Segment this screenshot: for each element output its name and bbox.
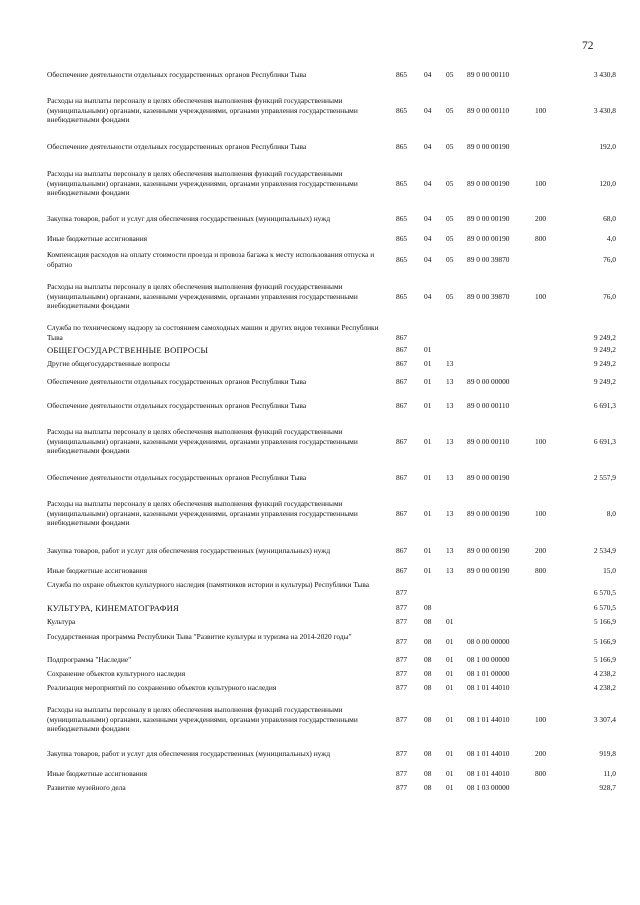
- row-subsection-code: 05: [446, 142, 454, 151]
- row-amount: 4 238,2: [593, 669, 616, 678]
- row-name: Расходы на выплаты персоналу в целях обеспечения выполнения функций государственными (муниципальными) органами, казенными учреждениями, органами управления государственными внебюджетными фондами: [47, 427, 358, 456]
- row-grbs-code: 865: [396, 70, 408, 79]
- row-section-code: 01: [424, 546, 432, 555]
- row-section-code: 01: [424, 345, 432, 354]
- row-subsection-code: 01: [446, 715, 454, 724]
- row-section-code: 08: [424, 715, 432, 724]
- row-target-article: 89 0 00 00190: [467, 546, 510, 555]
- row-section-code: 04: [424, 214, 432, 223]
- row-amount: 120,0: [599, 179, 616, 188]
- row-subsection-code: 01: [446, 655, 454, 664]
- row-section-code: 08: [424, 669, 432, 678]
- row-subsection-code: 13: [446, 509, 454, 518]
- row-subsection-code: 13: [446, 473, 454, 482]
- row-section-code: 08: [424, 655, 432, 664]
- row-target-article: 89 0 00 00190: [467, 473, 510, 482]
- row-grbs-code: 865: [396, 214, 408, 223]
- row-subsection-code: 01: [446, 683, 454, 692]
- row-section-code: 01: [424, 566, 432, 575]
- row-name: Иные бюджетные ассигнования: [47, 769, 148, 778]
- row-name: ОБЩЕГОСУДАРСТВЕННЫЕ ВОПРОСЫ: [47, 345, 209, 355]
- row-target-article: 08 1 01 44010: [467, 769, 510, 778]
- row-section-code: 04: [424, 292, 432, 301]
- row-name: КУЛЬТУРА, КИНЕМАТОГРАФИЯ: [47, 603, 179, 613]
- row-grbs-code: 877: [396, 715, 408, 724]
- row-expense-type: 200: [535, 214, 547, 223]
- row-name: Реализация мероприятий по сохранению объектов культурного наследия: [47, 683, 277, 692]
- row-name: Подпрограмма "Наследие": [47, 655, 132, 664]
- row-grbs-code: 865: [396, 106, 408, 115]
- row-grbs-code: 865: [396, 179, 408, 188]
- row-section-code: 04: [424, 255, 432, 264]
- row-name: Расходы на выплаты персоналу в целях обеспечения выполнения функций государственными (муниципальными) органами, казенными учреждениями, органами управления государственными внебюджетными фондами: [47, 282, 358, 311]
- row-amount: 76,0: [603, 292, 616, 301]
- row-name: Компенсация расходов на оплату стоимости проезда и провоза багажа к месту использования отпуска и обратно: [47, 250, 375, 269]
- row-grbs-code: 877: [396, 588, 408, 597]
- row-section-code: 04: [424, 179, 432, 188]
- row-target-article: 89 0 00 39870: [467, 255, 510, 264]
- row-grbs-code: 867: [396, 401, 408, 410]
- row-amount: 6 691,3: [593, 401, 616, 410]
- row-target-article: 08 1 01 44010: [467, 749, 510, 758]
- row-amount: 4 238,2: [593, 683, 616, 692]
- row-name: Культура: [47, 617, 76, 626]
- row-name: Обеспечение деятельности отдельных государственных органов Республики Тыва: [47, 70, 307, 79]
- row-section-code: 01: [424, 359, 432, 368]
- row-amount: 2 534,9: [593, 546, 616, 555]
- row-grbs-code: 865: [396, 292, 408, 301]
- row-grbs-code: 867: [396, 377, 408, 386]
- row-section-code: 01: [424, 509, 432, 518]
- row-section-code: 08: [424, 769, 432, 778]
- row-name: Сохранение объектов культурного наследия: [47, 669, 186, 678]
- row-amount: 919,8: [599, 749, 616, 758]
- row-subsection-code: 05: [446, 179, 454, 188]
- row-grbs-code: 865: [396, 255, 408, 264]
- row-subsection-code: 05: [446, 214, 454, 223]
- row-amount: 9 249,2: [593, 345, 616, 354]
- row-subsection-code: 13: [446, 359, 454, 368]
- row-grbs-code: 867: [396, 546, 408, 555]
- row-amount: 6 691,3: [593, 437, 616, 446]
- row-amount: 8,0: [606, 509, 616, 518]
- row-expense-type: 800: [535, 769, 547, 778]
- row-target-article: 08 1 01 44010: [467, 715, 510, 724]
- row-grbs-code: 877: [396, 669, 408, 678]
- row-section-code: 08: [424, 603, 432, 612]
- row-name: Другие общегосударственные вопросы: [47, 359, 170, 368]
- row-subsection-code: 13: [446, 437, 454, 446]
- row-section-code: 04: [424, 234, 432, 243]
- row-subsection-code: 05: [446, 70, 454, 79]
- row-expense-type: 100: [535, 179, 547, 188]
- row-subsection-code: 05: [446, 106, 454, 115]
- row-amount: 192,0: [599, 142, 616, 151]
- row-grbs-code: 877: [396, 749, 408, 758]
- row-name: Расходы на выплаты персоналу в целях обеспечения выполнения функций государственными (муниципальными) органами, казенными учреждениями, органами управления государственными внебюджетными фондами: [47, 96, 358, 125]
- row-amount: 5 166,9: [593, 655, 616, 664]
- row-section-code: 08: [424, 637, 432, 646]
- row-amount: 3 307,4: [593, 715, 616, 724]
- row-grbs-code: 877: [396, 603, 408, 612]
- row-name: Обеспечение деятельности отдельных государственных органов Республики Тыва: [47, 377, 307, 386]
- row-subsection-code: 01: [446, 637, 454, 646]
- row-name: Иные бюджетные ассигнования: [47, 234, 148, 243]
- row-amount: 9 249,2: [593, 359, 616, 368]
- row-amount: 3 430,8: [593, 70, 616, 79]
- row-subsection-code: 01: [446, 783, 454, 792]
- row-subsection-code: 13: [446, 401, 454, 410]
- row-section-code: 04: [424, 70, 432, 79]
- row-name: Расходы на выплаты персоналу в целях обеспечения выполнения функций государственными (муниципальными) органами, казенными учреждениями, органами управления государственными внебюджетными фондами: [47, 169, 358, 198]
- row-subsection-code: 13: [446, 377, 454, 386]
- row-grbs-code: 877: [396, 655, 408, 664]
- row-subsection-code: 01: [446, 669, 454, 678]
- row-section-code: 01: [424, 377, 432, 386]
- row-target-article: 89 0 00 00190: [467, 509, 510, 518]
- row-section-code: 08: [424, 749, 432, 758]
- row-name: Развитие музейного дела: [47, 783, 126, 792]
- row-section-code: 01: [424, 401, 432, 410]
- row-name: Служба по техническому надзору за состоянием самоходных машин и других видов техники Республики Тыва: [47, 323, 379, 342]
- row-target-article: 89 0 00 00190: [467, 234, 510, 243]
- row-amount: 11,0: [603, 769, 616, 778]
- row-name: Закупка товаров, работ и услуг для обеспечения государственных (муниципальных) нужд: [47, 546, 331, 555]
- row-grbs-code: 867: [396, 359, 408, 368]
- row-target-article: 08 1 03 00000: [467, 783, 510, 792]
- row-expense-type: 100: [535, 437, 547, 446]
- row-grbs-code: 877: [396, 783, 408, 792]
- row-target-article: 89 0 00 00110: [467, 401, 510, 410]
- row-expense-type: 100: [535, 292, 547, 301]
- row-name: Закупка товаров, работ и услуг для обеспечения государственных (муниципальных) нужд: [47, 749, 331, 758]
- row-target-article: 89 0 00 00110: [467, 106, 510, 115]
- row-name: Иные бюджетные ассигнования: [47, 566, 148, 575]
- row-subsection-code: 01: [446, 617, 454, 626]
- row-subsection-code: 13: [446, 566, 454, 575]
- page-number: 72: [582, 40, 594, 52]
- row-target-article: 89 0 00 00190: [467, 142, 510, 151]
- row-section-code: 08: [424, 683, 432, 692]
- row-grbs-code: 867: [396, 509, 408, 518]
- row-grbs-code: 877: [396, 617, 408, 626]
- row-expense-type: 100: [535, 509, 547, 518]
- row-grbs-code: 877: [396, 637, 408, 646]
- row-target-article: 89 0 00 00110: [467, 437, 510, 446]
- row-amount: 3 430,8: [593, 106, 616, 115]
- row-name: Расходы на выплаты персоналу в целях обеспечения выполнения функций государственными (муниципальными) органами, казенными учреждениями, органами управления государственными внебюджетными фондами: [47, 499, 358, 528]
- row-grbs-code: 877: [396, 769, 408, 778]
- row-target-article: 89 0 00 00190: [467, 179, 510, 188]
- row-name: Расходы на выплаты персоналу в целях обеспечения выполнения функций государственными (муниципальными) органами, казенными учреждениями, органами управления государственными внебюджетными фондами: [47, 705, 358, 734]
- row-subsection-code: 05: [446, 292, 454, 301]
- row-target-article: 08 1 00 00000: [467, 655, 510, 664]
- row-grbs-code: 867: [396, 437, 408, 446]
- row-name: Служба по охране объектов культурного наследия (памятников истории и культуры) Республики Тыва: [47, 580, 370, 589]
- row-name: Государственная программа Республики Тыва "Развитие культуры и туризма на 2014-2020 годы": [47, 632, 352, 641]
- row-grbs-code: 865: [396, 234, 408, 243]
- row-expense-type: 200: [535, 749, 547, 758]
- row-target-article: 89 0 00 00000: [467, 377, 510, 386]
- row-name: Обеспечение деятельности отдельных государственных органов Республики Тыва: [47, 142, 307, 151]
- row-subsection-code: 05: [446, 234, 454, 243]
- row-target-article: 89 0 00 00110: [467, 70, 510, 79]
- row-name: Обеспечение деятельности отдельных государственных органов Республики Тыва: [47, 473, 307, 482]
- row-section-code: 08: [424, 617, 432, 626]
- row-expense-type: 800: [535, 566, 547, 575]
- row-amount: 9 249,2: [593, 333, 616, 342]
- row-subsection-code: 01: [446, 749, 454, 758]
- row-name: Обеспечение деятельности отдельных государственных органов Республики Тыва: [47, 401, 307, 410]
- row-amount: 5 166,9: [593, 617, 616, 626]
- row-amount: 6 570,5: [593, 588, 616, 597]
- row-target-article: 08 1 01 00000: [467, 669, 510, 678]
- row-amount: 15,0: [603, 566, 616, 575]
- row-amount: 6 570,5: [593, 603, 616, 612]
- row-expense-type: 100: [535, 715, 547, 724]
- row-target-article: 08 0 00 00000: [467, 637, 510, 646]
- row-section-code: 01: [424, 437, 432, 446]
- row-grbs-code: 865: [396, 142, 408, 151]
- row-amount: 5 166,9: [593, 637, 616, 646]
- row-amount: 68,0: [603, 214, 616, 223]
- row-grbs-code: 867: [396, 333, 408, 342]
- row-target-article: 08 1 01 44010: [467, 683, 510, 692]
- row-grbs-code: 867: [396, 566, 408, 575]
- row-section-code: 04: [424, 142, 432, 151]
- row-expense-type: 800: [535, 234, 547, 243]
- row-amount: 9 249,2: [593, 377, 616, 386]
- row-expense-type: 100: [535, 106, 547, 115]
- row-subsection-code: 05: [446, 255, 454, 264]
- row-amount: 928,7: [599, 783, 616, 792]
- row-target-article: 89 0 00 00190: [467, 214, 510, 223]
- row-name: Закупка товаров, работ и услуг для обеспечения государственных (муниципальных) нужд: [47, 214, 331, 223]
- row-amount: 4,0: [606, 234, 616, 243]
- row-section-code: 04: [424, 106, 432, 115]
- row-amount: 76,0: [603, 255, 616, 264]
- row-grbs-code: 867: [396, 473, 408, 482]
- row-amount: 2 557,9: [593, 473, 616, 482]
- row-section-code: 08: [424, 783, 432, 792]
- row-target-article: 89 0 00 39870: [467, 292, 510, 301]
- row-subsection-code: 01: [446, 769, 454, 778]
- row-grbs-code: 877: [396, 683, 408, 692]
- row-expense-type: 200: [535, 546, 547, 555]
- row-subsection-code: 13: [446, 546, 454, 555]
- row-section-code: 01: [424, 473, 432, 482]
- row-target-article: 89 0 00 00190: [467, 566, 510, 575]
- row-grbs-code: 867: [396, 345, 408, 354]
